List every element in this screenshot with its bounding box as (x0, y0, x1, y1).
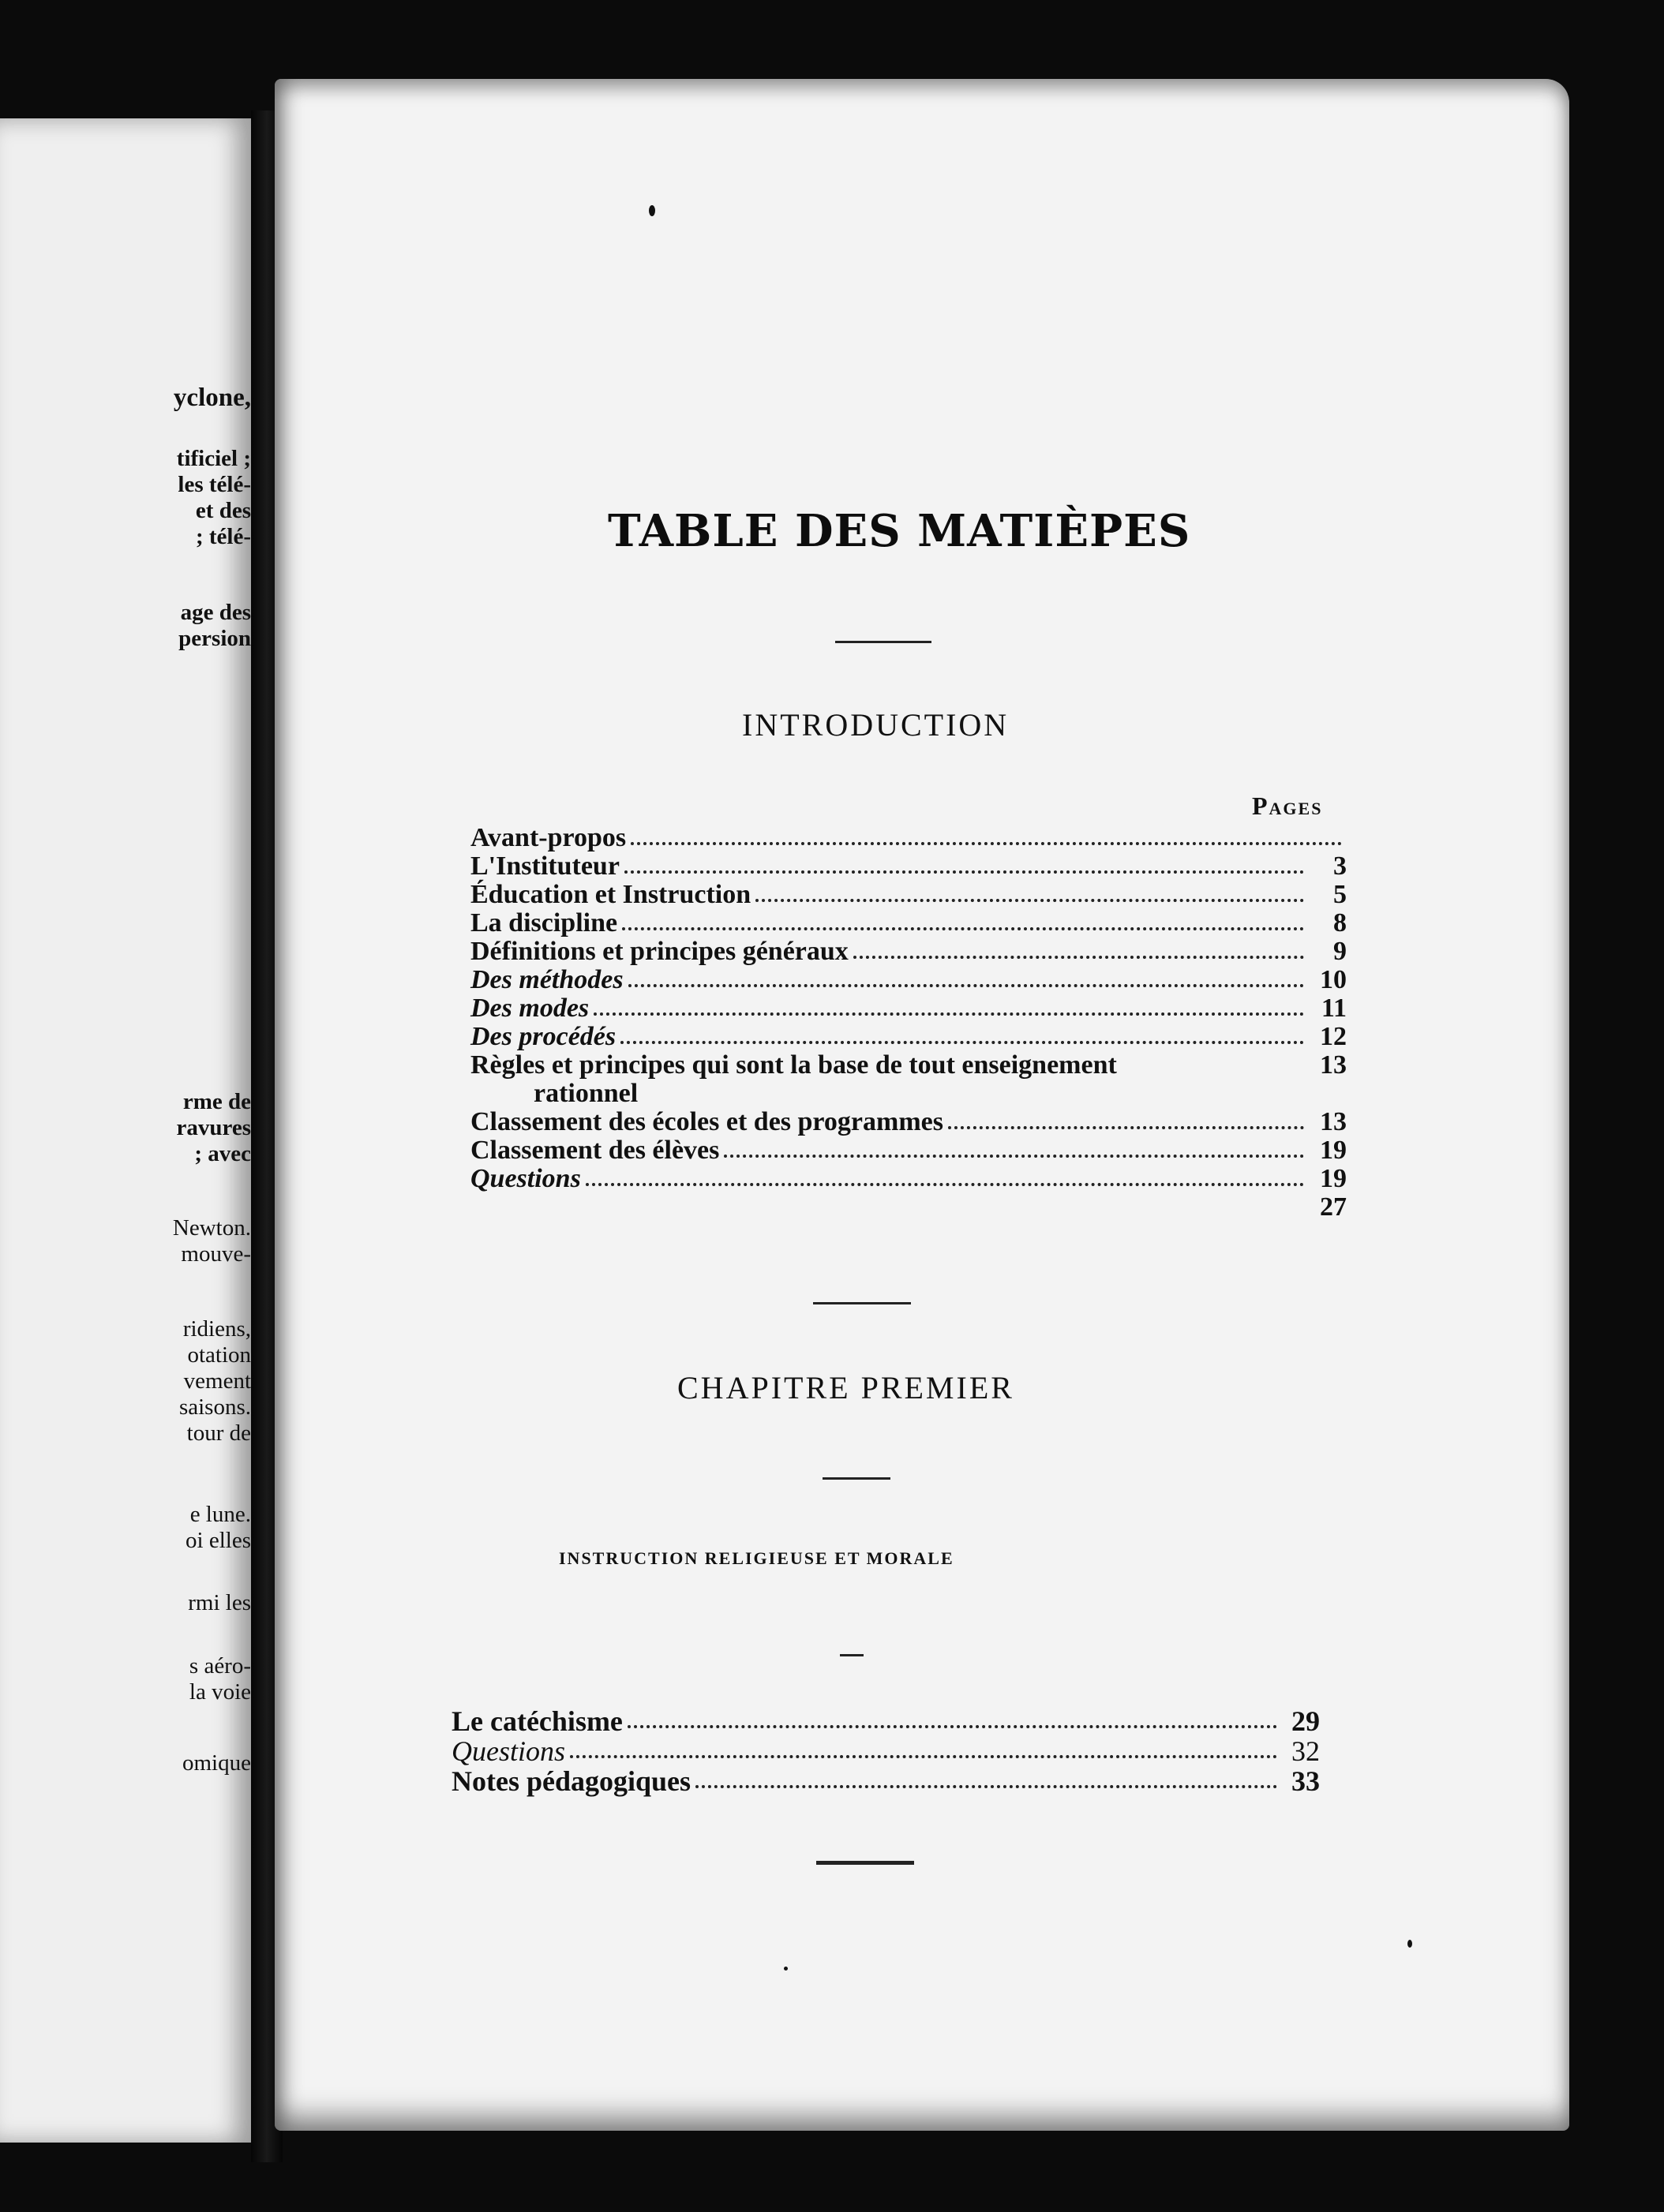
left-fragment: age des (180, 600, 251, 625)
left-fragment: et des (195, 498, 251, 523)
left-fragment: Newton. (172, 1215, 251, 1241)
leader-dots (695, 1785, 1277, 1788)
toc-entry-page: 33 (1291, 1765, 1320, 1797)
toc-entry (470, 994, 1347, 1022)
leader-dots (594, 1012, 1304, 1016)
toc-entry (470, 1022, 1347, 1050)
left-fragment: rme de (182, 1089, 251, 1114)
left-fragment: s aéro- (189, 1653, 251, 1679)
divider (835, 641, 931, 643)
leader-dots (624, 870, 1304, 874)
left-fragment: otation (187, 1342, 251, 1368)
toc-entry-label: Notes pédagogiques (452, 1765, 691, 1797)
left-fragment: ridiens, (182, 1316, 251, 1342)
left-fragment: oi elles (186, 1528, 251, 1553)
toc-entry-page: 19 (1320, 1164, 1347, 1193)
divider (823, 1477, 890, 1480)
toc-entry-label: Définitions et principes généraux (470, 937, 849, 966)
toc-entry-label: L'Instituteur (470, 851, 620, 881)
left-fragment: yclone, (173, 385, 251, 411)
toc-entry-page: 8 (1333, 908, 1347, 938)
toc-entry-page: 3 (1333, 851, 1347, 881)
ink-speck (649, 205, 655, 216)
leader-dots (628, 984, 1304, 987)
left-fragment: ; télé- (195, 524, 251, 549)
toc-entry-label: Règles et principes qui sont la base de tout enseignement (470, 1050, 1117, 1080)
left-fragment: omique (182, 1750, 251, 1776)
leader-dots (570, 1755, 1277, 1758)
toc-entry-label: Éducation et Instruction (470, 880, 751, 909)
toc-entry (470, 851, 1347, 880)
toc-entry (470, 1107, 1347, 1136)
toc-entry-page: 10 (1320, 965, 1347, 994)
left-fragment: les télé- (178, 472, 251, 497)
introduction-heading: INTRODUCTION (742, 707, 1010, 743)
left-fragment: rmi les (188, 1590, 251, 1615)
toc-entry (470, 823, 1347, 851)
divider (813, 1302, 911, 1304)
left-fragment: persion (178, 626, 251, 651)
leader-dots (631, 842, 1342, 845)
page-title: TABLE DES MATIÈPES (608, 505, 1191, 557)
leader-dots (724, 1155, 1304, 1158)
leader-dots (622, 927, 1304, 930)
left-fragment: tour de (186, 1420, 251, 1446)
leader-dots (620, 1041, 1304, 1044)
toc-entry-continuation (470, 1079, 1347, 1107)
toc-entry (470, 880, 1347, 908)
ink-speck (1407, 1940, 1412, 1948)
left-fragment: mouve- (181, 1241, 251, 1267)
toc-entry (452, 1765, 1320, 1795)
left-page (0, 118, 251, 2143)
leader-dots (586, 1183, 1304, 1186)
toc-entry (470, 908, 1347, 937)
toc-entry-page: 9 (1333, 937, 1347, 966)
toc-entry-page: 27 (1320, 1192, 1347, 1222)
introduction-toc (470, 823, 1347, 1221)
toc-entry-label: Classement des élèves (470, 1136, 720, 1165)
leader-dots (948, 1126, 1304, 1129)
toc-entry-page: 19 (1320, 1136, 1347, 1165)
left-fragment: saisons. (178, 1394, 251, 1420)
toc-entry-page: 5 (1333, 880, 1347, 909)
toc-entry-label: rationnel (534, 1079, 639, 1108)
pages-column-heading: Pages (1252, 792, 1323, 820)
toc-entry-label: Questions (470, 1164, 581, 1193)
toc-entry-label: Questions (452, 1735, 565, 1767)
left-fragment: ; avec (194, 1141, 251, 1166)
leader-dots (755, 899, 1304, 902)
leader-dots (628, 1725, 1277, 1728)
divider (840, 1654, 864, 1656)
left-fragment: e lune. (189, 1502, 251, 1527)
toc-entry-label: Des méthodes (470, 965, 624, 994)
toc-entry-label: Des modes (470, 994, 590, 1023)
leader-dots (853, 956, 1304, 959)
toc-entry (452, 1705, 1320, 1735)
toc-entry (470, 1136, 1347, 1164)
chapter-subheading: INSTRUCTION RELIGIEUSE ET MORALE (559, 1548, 954, 1568)
chapter-heading: CHAPITRE PREMIER (677, 1370, 1014, 1405)
toc-entry (452, 1735, 1320, 1765)
left-fragment: ravures (176, 1115, 251, 1140)
left-fragment: vement (183, 1368, 251, 1394)
toc-entry (470, 965, 1347, 994)
toc-entry-label: La discipline (470, 908, 618, 938)
left-fragment: tificiel ; (176, 446, 251, 471)
toc-entry (470, 937, 1347, 965)
toc-entry-label: Le catéchisme (452, 1705, 623, 1737)
toc-entry-page: 11 (1321, 994, 1347, 1023)
toc-entry-label: Avant-propos (470, 823, 627, 852)
toc-entry-label: Classement des écoles et des programmes (470, 1107, 943, 1136)
toc-entry (470, 1050, 1347, 1079)
ink-speck (784, 1967, 788, 1971)
toc-entry-page: 13 (1320, 1050, 1347, 1080)
chapter-toc (452, 1705, 1320, 1795)
toc-entry-label: Des procédés (470, 1022, 617, 1051)
toc-entry-page: 29 (1291, 1705, 1320, 1737)
toc-entry-page: 13 (1320, 1107, 1347, 1136)
divider (816, 1861, 914, 1865)
toc-entry-page: 32 (1291, 1735, 1320, 1767)
left-fragment: la voie (189, 1679, 251, 1705)
toc-entry (470, 1164, 1347, 1192)
toc-entry-page: 12 (1320, 1022, 1347, 1051)
toc-entry (470, 1192, 1347, 1221)
